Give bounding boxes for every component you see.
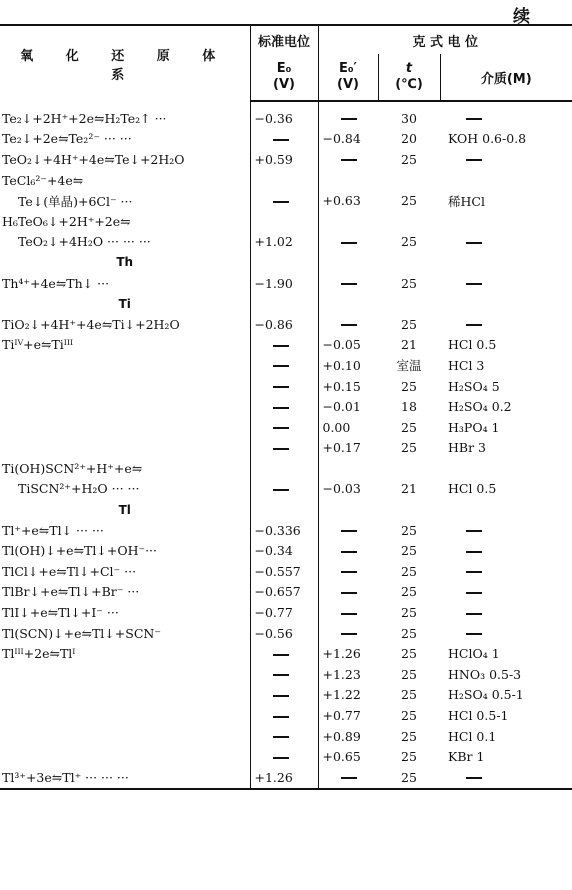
formal-potential: [318, 623, 378, 644]
standard-potential: [250, 643, 318, 664]
dash-mark: [273, 427, 289, 429]
header-medium: 介质(M): [440, 54, 572, 101]
reaction-equation: [0, 685, 250, 706]
dash-mark: [341, 777, 357, 779]
table-row: [0, 767, 572, 788]
medium: [440, 540, 572, 561]
dash-mark: [466, 159, 482, 161]
reaction-equation: Th⁴⁺+4e⇋Th↓ ···: [2, 275, 110, 291]
standard-potential: [250, 129, 318, 150]
medium: [440, 561, 572, 582]
table-row: [0, 314, 572, 335]
dash-mark: [466, 242, 482, 244]
table-row: [0, 520, 572, 541]
formal-potential: +0.89: [318, 726, 378, 747]
formal-potential: [318, 211, 378, 232]
dash-mark: [466, 571, 482, 573]
formal-potential: +1.23: [318, 664, 378, 685]
temperature: 25: [401, 419, 417, 435]
dash-mark: [273, 407, 289, 409]
table-row: [0, 458, 572, 479]
temperature: 25: [401, 151, 417, 167]
dash-mark: [273, 757, 289, 759]
medium: HCl 0.5: [448, 337, 497, 353]
dash-mark: [273, 139, 289, 141]
medium: [440, 108, 572, 129]
header-formal-potential: 克 式 电 位: [318, 25, 572, 54]
temperature: 25: [401, 605, 417, 621]
redox-potential-table: [0, 24, 572, 790]
dash-mark: [273, 365, 289, 367]
reaction-equation: Te↓(单晶)+6Cl⁻ ···: [18, 193, 133, 209]
standard-potential: +1.02: [250, 232, 318, 253]
standard-potential: [250, 355, 318, 376]
standard-potential: −0.77: [250, 602, 318, 623]
dash-mark: [273, 386, 289, 388]
table-row: [0, 685, 572, 706]
dash-mark: [273, 736, 289, 738]
formal-potential: [318, 108, 378, 129]
reaction-equation: [0, 746, 250, 767]
standard-potential: [250, 190, 318, 211]
reaction-equation: TiO₂↓+4H⁺+4e⇋Ti↓+2H₂O: [2, 316, 180, 332]
medium: HCl 0.5: [448, 481, 497, 497]
dash-mark: [341, 324, 357, 326]
table-row: [0, 479, 572, 500]
formal-potential: [318, 582, 378, 603]
dash-mark: [273, 201, 289, 203]
standard-potential: [250, 335, 318, 356]
reaction-equation: Tl³⁺+3e⇋Tl⁺ ··· ··· ···: [2, 769, 129, 785]
table-row: [0, 232, 572, 253]
table-row: [0, 664, 572, 685]
standard-potential: [250, 376, 318, 397]
standard-potential: −0.86: [250, 314, 318, 335]
reaction-equation: [0, 705, 250, 726]
dash-mark: [466, 324, 482, 326]
table-row: [0, 273, 572, 294]
formal-potential: [318, 170, 378, 191]
formal-potential: [318, 561, 378, 582]
dash-mark: [273, 716, 289, 718]
temperature: 20: [401, 131, 417, 147]
table-row: [0, 561, 572, 582]
temperature: 25: [401, 646, 417, 662]
section-heading: Th: [116, 255, 134, 270]
dash-mark: [341, 551, 357, 553]
standard-potential: [250, 417, 318, 438]
reaction-equation: [0, 438, 250, 459]
standard-potential: [250, 458, 318, 479]
table-row: [0, 190, 572, 211]
reaction-equation: TeCl₆²⁻+4e⇋: [2, 172, 84, 188]
table-row: [0, 355, 572, 376]
dash-mark: [466, 633, 482, 635]
table-row: [0, 705, 572, 726]
reaction-equation: Tl(OH)↓+e⇋Tl↓+OH⁻···: [2, 543, 158, 559]
reaction-equation: [0, 396, 250, 417]
medium: [440, 602, 572, 623]
section-heading-row: [0, 293, 572, 314]
table-row: [0, 335, 572, 356]
table-row: [0, 643, 572, 664]
medium: [440, 211, 572, 232]
medium: HCl 0.5-1: [448, 708, 509, 724]
formal-potential: [318, 273, 378, 294]
table-row: [0, 582, 572, 603]
reaction-equation: TlBr↓+e⇋Tl↓+Br⁻ ···: [2, 584, 140, 600]
reaction-equation: TeO₂↓+4H⁺+4e⇋Te↓+2H₂O: [2, 151, 185, 167]
temperature: 25: [401, 584, 417, 600]
dash-mark: [466, 551, 482, 553]
medium: KBr 1: [448, 749, 485, 765]
table-row: [0, 108, 572, 129]
dash-mark: [341, 159, 357, 161]
temperature: 25: [401, 666, 417, 682]
formal-potential: [318, 602, 378, 623]
table-body: [0, 101, 572, 789]
standard-potential: −0.56: [250, 623, 318, 644]
table-row: [0, 438, 572, 459]
standard-potential: [250, 396, 318, 417]
medium: [440, 314, 572, 335]
dash-mark: [273, 674, 289, 676]
reaction-equation: Te₂↓+2e⇋Te₂²⁻ ··· ···: [2, 131, 132, 147]
dash-mark: [466, 530, 482, 532]
formal-potential: +0.17: [318, 438, 378, 459]
dash-mark: [273, 448, 289, 450]
formal-potential: −0.03: [318, 479, 378, 500]
temperature: 25: [401, 563, 417, 579]
reaction-equation: Tl(SCN)↓+e⇋Tl↓+SCN⁻: [2, 625, 161, 641]
reaction-equation: TlI↓+e⇋Tl↓+I⁻ ···: [2, 605, 119, 621]
standard-potential: −0.36: [250, 108, 318, 129]
medium: [440, 623, 572, 644]
medium: HCl 3: [448, 357, 485, 373]
formal-potential: +0.63: [318, 190, 378, 211]
medium: [440, 458, 572, 479]
reaction-equation: Ti(OH)SCN²⁺+H⁺+e⇋: [2, 460, 143, 476]
temperature: 室温: [396, 358, 422, 374]
dash-mark: [341, 592, 357, 594]
reaction-equation: [0, 726, 250, 747]
formal-potential: −0.01: [318, 396, 378, 417]
reaction-equation: Tiᴵⱽ+e⇋Tiᴵᴵᴵ: [2, 337, 74, 353]
formal-potential: [318, 314, 378, 335]
formal-potential: 0.00: [318, 417, 378, 438]
dash-mark: [466, 592, 482, 594]
temperature: 25: [401, 440, 417, 456]
standard-potential: [250, 479, 318, 500]
continued-label: 续: [513, 7, 530, 27]
medium: H₂SO₄ 0.2: [448, 399, 512, 415]
reaction-equation: [0, 355, 250, 376]
formal-potential: [318, 232, 378, 253]
reaction-equation: Tl⁺+e⇋Tl↓ ··· ···: [2, 522, 104, 538]
table-row: [0, 540, 572, 561]
formal-potential: +0.10: [318, 355, 378, 376]
dash-mark: [341, 118, 357, 120]
medium: HClO₄ 1: [448, 646, 500, 662]
formal-potential: [318, 458, 378, 479]
header-temperature: t (℃): [378, 54, 440, 101]
dash-mark: [341, 613, 357, 615]
dash-mark: [273, 489, 289, 491]
section-heading-row: [0, 499, 572, 520]
standard-potential: −1.90: [250, 273, 318, 294]
temperature: 25: [401, 193, 417, 209]
temperature: 25: [401, 522, 417, 538]
medium: HNO₃ 0.5-3: [448, 666, 522, 682]
header-standard-potential: 标准电位: [250, 25, 318, 54]
table-row: [0, 623, 572, 644]
dash-mark: [341, 633, 357, 635]
dash-mark: [341, 283, 357, 285]
medium: H₃PO₄ 1: [448, 419, 500, 435]
formal-potential: +0.77: [318, 705, 378, 726]
dash-mark: [273, 695, 289, 697]
table-row: [0, 396, 572, 417]
formal-potential: +1.22: [318, 685, 378, 706]
medium: HBr 3: [448, 440, 486, 456]
dash-mark: [466, 118, 482, 120]
section-heading-row: [0, 252, 572, 273]
reaction-equation: [0, 376, 250, 397]
medium: [440, 273, 572, 294]
medium: HCl 0.1: [448, 728, 497, 744]
formal-potential: −0.84: [318, 129, 378, 150]
reaction-equation: TeO₂↓+4H₂O ··· ··· ···: [18, 234, 151, 250]
temperature: 25: [401, 749, 417, 765]
table-row: [0, 726, 572, 747]
table-row: [0, 149, 572, 170]
reaction-equation: TlCl↓+e⇋Tl↓+Cl⁻ ···: [2, 563, 137, 579]
dash-mark: [466, 777, 482, 779]
medium: [440, 149, 572, 170]
medium: [440, 582, 572, 603]
formal-potential: −0.05: [318, 335, 378, 356]
medium: [440, 767, 572, 788]
table-row: [0, 417, 572, 438]
temperature: 25: [401, 708, 417, 724]
dash-mark: [466, 283, 482, 285]
standard-potential: −0.657: [250, 582, 318, 603]
section-heading: Ti: [118, 296, 131, 311]
temperature: 18: [401, 399, 417, 415]
standard-potential: [250, 170, 318, 191]
temperature: [378, 211, 440, 232]
temperature: 25: [401, 625, 417, 641]
temperature: 25: [401, 234, 417, 250]
standard-potential: [250, 746, 318, 767]
standard-potential: −0.336: [250, 520, 318, 541]
standard-potential: [250, 705, 318, 726]
header-e0: E₀ (V): [250, 54, 318, 101]
dash-mark: [341, 242, 357, 244]
standard-potential: −0.557: [250, 561, 318, 582]
medium: [440, 520, 572, 541]
medium: H₂SO₄ 5: [448, 378, 500, 394]
temperature: 25: [401, 728, 417, 744]
formal-potential: +0.65: [318, 746, 378, 767]
table-row: [0, 746, 572, 767]
formal-potential: [318, 149, 378, 170]
section-heading: Tl: [118, 502, 131, 517]
temperature: 25: [401, 316, 417, 332]
table-row: [0, 211, 572, 232]
dash-mark: [466, 613, 482, 615]
temperature: 25: [401, 769, 417, 785]
reaction-equation: [0, 417, 250, 438]
temperature: 25: [401, 275, 417, 291]
temperature: 25: [401, 543, 417, 559]
temperature: 25: [401, 378, 417, 394]
temperature: [378, 458, 440, 479]
standard-potential: [250, 685, 318, 706]
header-e0-prime: E₀′ (V): [318, 54, 378, 101]
table-row: [0, 602, 572, 623]
reaction-equation: H₆TeO₆↓+2H⁺+2e⇋: [2, 213, 131, 229]
medium: 稀HCl: [448, 193, 485, 209]
table-row: [0, 376, 572, 397]
medium: [440, 170, 572, 191]
formal-potential: [318, 767, 378, 788]
formal-potential: [318, 540, 378, 561]
table-row: [0, 170, 572, 191]
dash-mark: [273, 654, 289, 656]
standard-potential: +1.26: [250, 767, 318, 788]
temperature: 21: [401, 481, 417, 497]
temperature: 30: [401, 110, 417, 126]
standard-potential: −0.34: [250, 540, 318, 561]
temperature: [378, 170, 440, 191]
medium: KOH 0.6-0.8: [448, 131, 527, 147]
standard-potential: [250, 664, 318, 685]
standard-potential: [250, 438, 318, 459]
standard-potential: +0.59: [250, 149, 318, 170]
dash-mark: [273, 345, 289, 347]
temperature: 25: [401, 687, 417, 703]
formal-potential: +1.26: [318, 643, 378, 664]
dash-mark: [341, 530, 357, 532]
reaction-equation: Tlᴵᴵᴵ+2e⇋Tlᴵ: [2, 646, 76, 662]
medium: H₂SO₄ 0.5-1: [448, 687, 524, 703]
standard-potential: [250, 726, 318, 747]
formal-potential: [318, 520, 378, 541]
header-system: 氧 化 还 原 体 系: [0, 25, 250, 101]
medium: [440, 232, 572, 253]
reaction-equation: TiSCN²⁺+H₂O ··· ···: [18, 481, 140, 497]
temperature: 21: [401, 337, 417, 353]
reaction-equation: [0, 664, 250, 685]
reaction-equation: Te₂↓+2H⁺+2e⇋H₂Te₂↑ ···: [2, 110, 167, 126]
formal-potential: +0.15: [318, 376, 378, 397]
dash-mark: [341, 571, 357, 573]
standard-potential: [250, 211, 318, 232]
table-row: [0, 129, 572, 150]
